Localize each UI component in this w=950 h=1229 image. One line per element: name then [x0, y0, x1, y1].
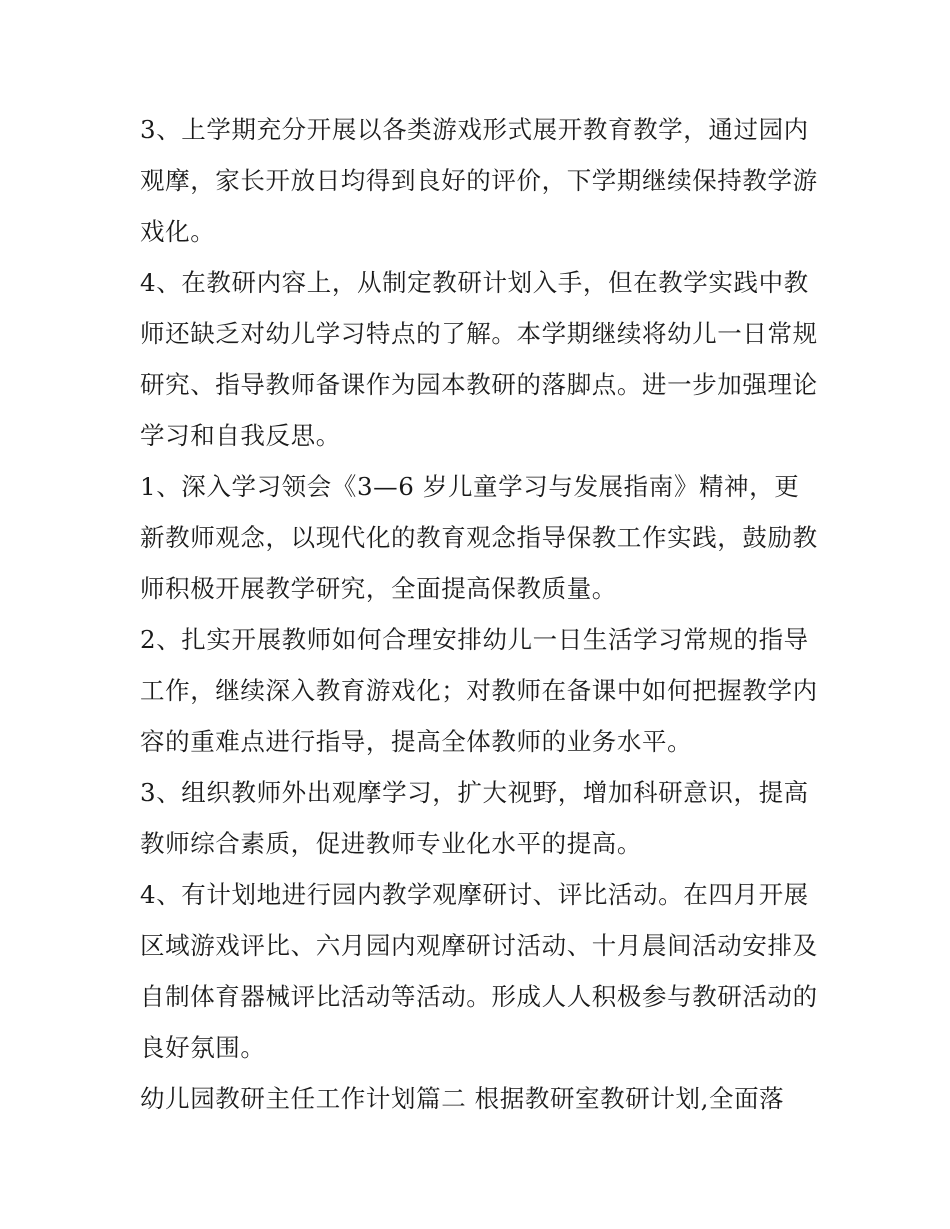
document-body [140, 104, 820, 1124]
paragraph-7: 幼儿园教研主任工作计划篇二 根据教研室教研计划,全面落 [140, 1084, 785, 1113]
paragraph-2: 4、在教研内容上，从制定教研计划入手，但在教学实践中教师还缺乏对幼儿学习特点的了解。本学期继续将幼儿一日常规研究、指导教师备课作为园本教研的落脚点。进一步加强理论学习和自我反思。 [140, 268, 818, 450]
paragraph-3: 1、深入学习领会《3—6 岁儿童学习与发展指南》精神，更新教师观念，以现代化的教育观念指导保教工作实践，鼓励教师积极开展教学研究，全面提高保教质量。 [140, 472, 818, 603]
paragraph-4: 2、扎实开展教师如何合理安排幼儿一日生活学习常规的指导工作，继续深入教育游戏化；对教师在备课中如何把握教学内容的重难点进行指导，提高全体教师的业务水平。 [140, 625, 818, 756]
paragraph-1: 3、上学期充分开展以各类游戏形式展开教育教学，通过园内观摩，家长开放日均得到良好的评价，下学期继续保持教学游戏化。 [140, 115, 818, 246]
paragraph-5: 3、组织教师外出观摩学习，扩大视野，增加科研意识，提高教师综合素质，促进教师专业化水平的提高。 [140, 778, 809, 858]
paragraph-6: 4、有计划地进行园内教学观摩研讨、评比活动。在四月开展区域游戏评比、六月园内观摩研讨活动、十月晨间活动安排及自制体育器械评比活动等活动。形成人人积极参与教研活动的良好氛围。 [140, 880, 818, 1062]
